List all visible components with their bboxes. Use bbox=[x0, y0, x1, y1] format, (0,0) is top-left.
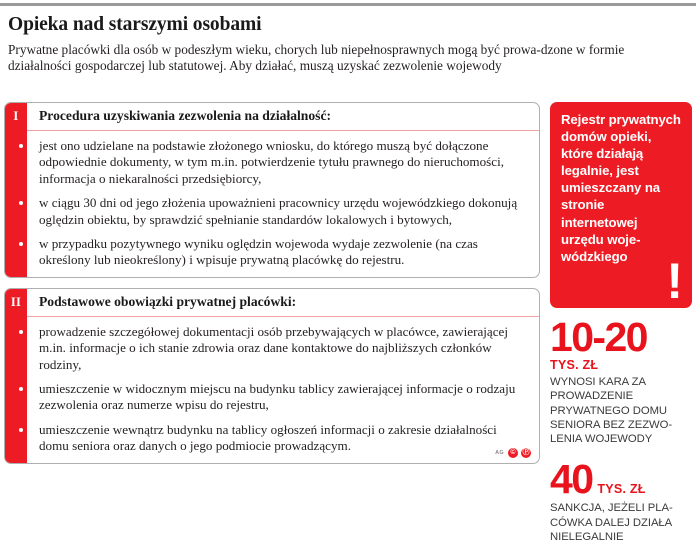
list-item-text: umieszczenie wewnątrz budynku na tablicy ogłoszeń informacji o zakresie działalności domu seniora oraz danych o jego podmiocie prowadzącym. bbox=[39, 421, 497, 454]
section-red-bar bbox=[5, 103, 27, 277]
list-item bbox=[39, 138, 529, 187]
list-item-text: jest ono udzielane na podstawie złożonego wniosku, do którego muszą być dołączone odpowiednie dokumenty, w tym m.in. potwierdzenie tytułu prawnego do nieruchomości, informacja o niekaralności przedsiębiorcy, bbox=[39, 138, 504, 186]
section-red-bar bbox=[5, 289, 27, 463]
list-item bbox=[39, 195, 529, 228]
list-item bbox=[39, 422, 529, 455]
section-box-ii bbox=[4, 288, 540, 464]
stat-unit: TYS. ZŁ bbox=[550, 358, 599, 372]
stat-description: SANKCJA, JEŻELI PLA-CÓWKA DALEJ DZIAŁA NIELEGALNIE bbox=[550, 502, 673, 544]
stat-description: WYNOSI KARA ZA PROWADZENIE PRYWATNEGO DOMU SENIORA BEZ ZEZWO-LENIA WOJEWODY bbox=[550, 376, 673, 446]
section-heading-ii: Podstawowe obowiązki prywatnej placówki: bbox=[27, 289, 539, 317]
list-item-text: w ciągu 30 dni od jego złożenia upoważnieni pracownicy urzędu wojewódzkiego dokonują oględzin obiektu, by sprawdzić spełnianie standardów lokalowych i bytowych, bbox=[39, 195, 518, 227]
stat-unit: TYS. ZŁ bbox=[597, 482, 646, 497]
note-text: Rejestr prywatnych domów opieki, które działają legalnie, jest umieszczany na stronie internetowej urzędu woje-wódzkiego bbox=[561, 112, 681, 264]
bullet-dot-icon bbox=[19, 242, 23, 246]
list-item-text: w przypadku pozytywnego wyniku oględzin wojewoda wydaje zezwolenie (na czas określony lub nieokreślony) i wpisuje prywatną placówkę do rejestru. bbox=[39, 236, 478, 268]
header bbox=[8, 14, 690, 74]
stat-block-sanction bbox=[550, 456, 692, 544]
section-numeral-i: I bbox=[13, 109, 19, 123]
main-column bbox=[4, 102, 540, 474]
bullet-dot-icon bbox=[19, 428, 23, 432]
stat-block-penalty bbox=[550, 314, 692, 446]
stat-figure-row bbox=[550, 456, 692, 503]
list-item-text: prowadzenie szczegółowej dokumentacji osób przebywających w placówce, zawierającej m.in. informacje o ich stanie zdrowia oraz dane kontaktowe do najbliższych członków rodziny, bbox=[39, 323, 508, 372]
list-item-text: umieszczenie w widocznym miejscu na budynku tablicy zawierającej informacje o rodzaju zezwolenia oraz numerze wpisu do rejestru, bbox=[39, 381, 516, 413]
side-column bbox=[550, 102, 692, 544]
credit-block bbox=[495, 448, 531, 458]
copyright-icon: © bbox=[508, 448, 518, 458]
section-heading-i: Procedura uzyskiwania zezwolenia na działalność: bbox=[27, 103, 539, 131]
top-rule-divider bbox=[0, 3, 696, 6]
stat-figure: 10-20 bbox=[550, 314, 647, 360]
section-body-ii bbox=[27, 317, 539, 463]
section-numeral-ii: II bbox=[10, 294, 22, 309]
stat-figure: 40 bbox=[550, 456, 593, 503]
exclamation-icon: ! bbox=[666, 253, 683, 308]
section-body-i bbox=[27, 131, 539, 277]
phonogram-icon: Ⓟ bbox=[522, 448, 530, 456]
bullet-dot-icon bbox=[19, 144, 23, 148]
note-card bbox=[550, 102, 692, 308]
bullet-dot-icon bbox=[19, 330, 23, 334]
page-title: Opieka nad starszymi osobami bbox=[8, 14, 262, 35]
list-item bbox=[39, 381, 529, 414]
credit-author: AG bbox=[495, 449, 504, 456]
list-item bbox=[39, 236, 529, 269]
page-intro: Prywatne placówki dla osób w podeszłym wieku, chorych lub niepełnosprawnych mogą być prowa-dzone w formie działalności gospodarczej lub statutowej. Aby działać, muszą uzyskać zezwolenie wojewody bbox=[8, 42, 625, 74]
section-box-i bbox=[4, 102, 540, 278]
list-item bbox=[39, 324, 529, 373]
